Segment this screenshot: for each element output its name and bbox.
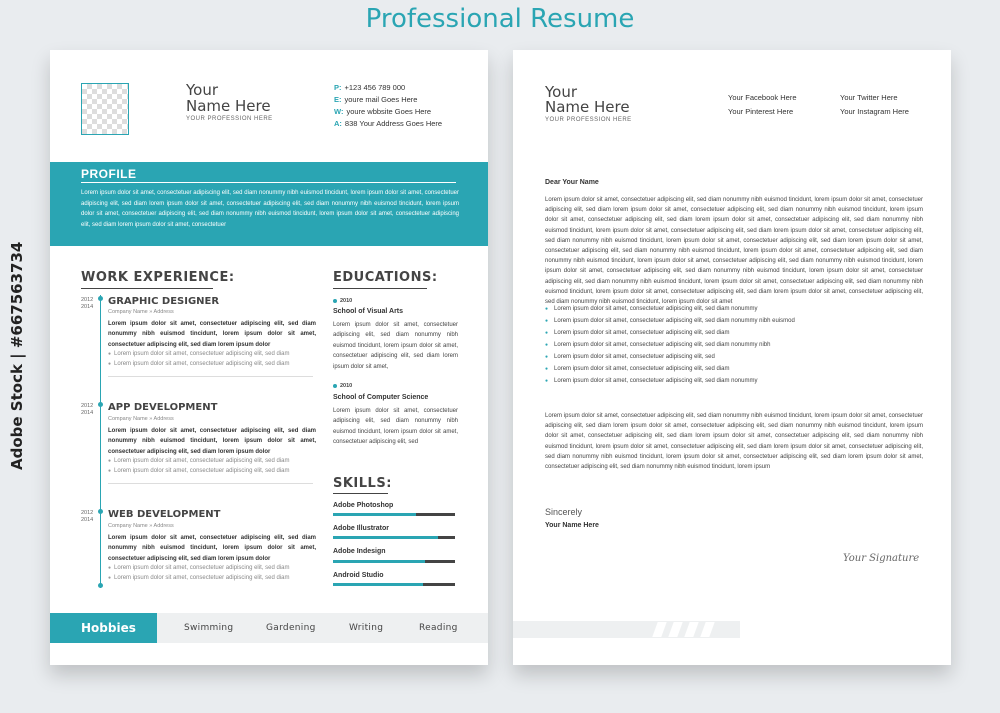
letter-name-line2: Name Here — [545, 98, 630, 116]
education-school: School of Visual Arts — [333, 308, 404, 315]
job-separator — [108, 483, 313, 484]
hobby-item: Reading — [419, 623, 458, 633]
skill-level — [333, 560, 425, 563]
cover-letter-page — [513, 50, 951, 665]
letter-paragraph: Lorem ipsum dolor sit amet, consectetuer adipiscing elit, sed diam nonummy nibh euismod tincidunt, lorem ipsum dolor sit amet, consectetuer adipiscing elit, sed diam lorem ipsum dolor sit amet, consectetuer adipiscing elit, sed diam nonummy nibh euismod tincidunt, lorem ipsum dolor sit amet, consectetuer adipiscing elit, sed diam lorem ipsum dolor sit amet, consectetuer adipiscing elit, sed diam nonummy nibh euismod tincidunt, lorem ipsum dolor sit amet, consectetuer adipiscing elit, sed diam lorem ipsum dolor sit amet, consectetuer adipiscing elit, sed diam nonummy nibh euismod tincidunt, lorem ipsum dolor sit amet, consectetuer adipiscing elit, sed diam lorem ipsum dolor sit amet, consectetuer adipiscing elit, sed diam nonummy nibh euismod tincidunt, lorem ipsum — [545, 413, 923, 471]
profile-text: Lorem ipsum dolor sit amet, consectetuer adipiscing elit, sed diam nonummy nibh euismod tincidunt, lorem ipsum dolor sit amet, consectetuer adipiscing elit, sed diam lorem ipsum dolor sit amet, consectetuer adipiscing elit, sed diam nonummy nibh euismod tincidunt, lorem ipsum dolor sit amet, consectetuer adipiscing elit, sed diam nonummy nibh euismod tincidunt, lorem ipsum dolor sit amet, consectetuer adipiscing elit, sed diam lorem ipsum dolor sit amet, consectetuer — [81, 190, 459, 228]
letter-bullet: ● Lorem ipsum dolor sit amet, consectetuer adipiscing elit, sed diam nonummy nibh — [545, 342, 770, 348]
timeline-dot — [98, 402, 103, 407]
job-title: GRAPHIC DESIGNER — [108, 296, 220, 307]
skill-level — [333, 513, 416, 516]
social-facebook: Your Facebook Here — [728, 93, 797, 102]
profile-section — [50, 162, 488, 246]
job-bullet: ● Lorem ipsum dolor sit amet, consectetuer adipiscing elit, sed diam — [108, 458, 289, 464]
hobby-item: Writing — [349, 623, 384, 633]
job-description: Lorem ipsum dolor sit amet, consectetuer adipiscing elit, sed diam nonummy nibh euismod tincidunt, lorem ipsum dolor sit amet, consectetuer adipiscing elit, sed diam lorem ipsum dolor — [108, 535, 316, 562]
timeline-dot — [98, 509, 103, 514]
letter-paragraph: Lorem ipsum dolor sit amet, consectetuer adipiscing elit, sed diam nonummy nibh euismod tincidunt, lorem ipsum dolor sit amet, consectetuer adipiscing elit, sed diam lorem ipsum dolor sit amet, consectetuer adipiscing elit, sed diam nonummy nibh euismod tincidunt, lorem ipsum dolor sit amet, consectetuer adipiscing elit, sed diam lorem ipsum dolor sit amet, consectetuer adipiscing elit, sed diam nonummy nibh euismod tincidunt, lorem ipsum dolor sit amet, consectetuer adipiscing elit, sed diam lorem ipsum dolor sit amet, consectetuer adipiscing elit, sed diam nonummy nibh euismod tincidunt, lorem ipsum dolor sit amet, consectetuer adipiscing elit, sed diam lorem ipsum dolor sit amet, consectetuer adipiscing elit, sed diam nonummy nibh euismod tincidunt, lorem ipsum dolor sit amet, consectetuer adipiscing elit, sed diam nonummy nibh euismod tincidunt, lorem ipsum dolor sit amet, consectetuer adipiscing elit, sed diam nonummy nibh euismod tincidunt, lorem ipsum dolor sit amet, consectetuer adipiscing elit, sed diam nonummy nibh euismod tincidunt, lorem ipsum dolor sit amet, consectetuer adipiscing elit, sed diam nonummy nibh euismod tincidunt, lorem ipsum dolor sit amet, consectetuer adipiscing elit, sed diam nonummy nibh euismod tincidunt, lorem ipsum dolor sit amet, consectetuer adipiscing elit, sed diam lorem ipsum dolor sit amet, consectetuer adipiscing elit, sed diam nonummy nibh euismod tincidunt, lorem ipsum dolor sit amet — [545, 197, 923, 306]
job-description: Lorem ipsum dolor sit amet, consectetuer adipiscing elit, sed diam nonummy nibh euismod tincidunt, lorem ipsum dolor sit amet, consectetuer adipiscing elit, sed diam lorem ipsum dolor — [108, 321, 316, 348]
timeline-dot — [98, 583, 103, 588]
letter-bullet: ● Lorem ipsum dolor sit amet, consectetuer adipiscing elit, sed diam nonummy nibh euismod — [545, 318, 795, 324]
hobby-item: Gardening — [266, 623, 316, 633]
skill-bar — [333, 583, 455, 586]
work-experience-divider — [81, 288, 213, 289]
letter-bullet: ● Lorem ipsum dolor sit amet, consectetuer adipiscing elit, sed diam nonummy — [545, 378, 757, 384]
resume-profession: YOUR PROFESSION HERE — [186, 116, 273, 122]
letter-greeting: Dear Your Name — [545, 179, 599, 186]
photo-placeholder — [81, 83, 129, 135]
education-dot — [333, 384, 337, 388]
education-description: Lorem ipsum dolor sit amet, consectetuer adipiscing elit, sed diam nonummy nibh euismod tincidunt, lorem ipsum dolor sit amet, consectetuer adipiscing elit, sed diam lorem ipsum dolor sit amet, — [333, 322, 458, 370]
skill-bar — [333, 536, 455, 539]
timeline-dot — [98, 296, 103, 301]
letter-closing: Sincerely — [545, 507, 583, 517]
education-description: Lorem ipsum dolor sit amet, consectetuer adipiscing elit, sed diam nonummy nibh euismod tincidunt, lorem ipsum dolor sit amet, consectetuer adipiscing elit, sed — [333, 408, 458, 446]
social-instagram: Your Instagram Here — [840, 107, 909, 116]
letter-name-line1: Your — [545, 83, 578, 101]
skills-title: SKILLS: — [333, 476, 392, 491]
job-bullet: ● Lorem ipsum dolor sit amet, consectetuer adipiscing elit, sed diam — [108, 361, 289, 367]
contact-email: E: youre mail Goes Here — [334, 95, 418, 104]
profile-title: PROFILE — [81, 167, 137, 181]
signature: Your Signature — [843, 553, 920, 564]
contact-website: W: youre wbbsite Goes Here — [334, 107, 432, 116]
skill-level — [333, 536, 438, 539]
resume-name-line1: Your — [186, 81, 219, 99]
resume-page — [50, 50, 488, 665]
job-title: WEB DEVELOPMENT — [108, 509, 221, 520]
contact-address: A: 838 Your Address Goes Here — [334, 119, 443, 128]
hobby-item: Swimming — [184, 623, 234, 633]
job-years: 2012 2014 — [81, 403, 94, 416]
letter-profession: YOUR PROFESSION HERE — [545, 117, 632, 123]
hobbies-bar — [50, 613, 488, 643]
skill-name: Adobe Photoshop — [333, 502, 394, 509]
education-dot — [333, 299, 337, 303]
social-pinterest: Your Pinterest Here — [728, 107, 794, 116]
skills-divider — [333, 493, 388, 494]
job-bullet: ● Lorem ipsum dolor sit amet, consectetuer adipiscing elit, sed diam — [108, 468, 289, 474]
job-years: 2012 2014 — [81, 510, 94, 523]
letter-bullet: ● Lorem ipsum dolor sit amet, consectetuer adipiscing elit, sed — [545, 354, 715, 360]
education-year: 2010 — [340, 298, 353, 304]
resume-name-line2: Name Here — [186, 97, 271, 115]
education-school: School of Computer Science — [333, 394, 429, 401]
skill-level — [333, 583, 423, 586]
hobbies-title: Hobbies — [50, 613, 157, 643]
social-twitter: Your Twitter Here — [840, 93, 898, 102]
job-company: Company Name » Address — [108, 523, 174, 529]
timeline-line — [100, 295, 101, 588]
job-bullet: ● Lorem ipsum dolor sit amet, consectetuer adipiscing elit, sed diam — [108, 575, 289, 581]
contact-phone: P: +123 456 789 000 — [334, 83, 406, 92]
letter-bullet: ● Lorem ipsum dolor sit amet, consectetuer adipiscing elit, sed diam — [545, 366, 729, 372]
job-title: APP DEVELOPMENT — [108, 402, 218, 413]
profile-divider — [81, 182, 456, 183]
job-company: Company Name » Address — [108, 309, 174, 315]
job-separator — [108, 376, 313, 377]
skill-bar — [333, 513, 455, 516]
education-year: 2010 — [340, 383, 353, 389]
skill-name: Android Studio — [333, 572, 384, 579]
job-bullet: ● Lorem ipsum dolor sit amet, consectetuer adipiscing elit, sed diam — [108, 351, 289, 357]
main-title: Professional Resume — [365, 4, 635, 34]
letter-bullet: ● Lorem ipsum dolor sit amet, consectetuer adipiscing elit, sed diam — [545, 330, 729, 336]
letter-bullet: ● Lorem ipsum dolor sit amet, consectetuer adipiscing elit, sed diam nonummy — [545, 306, 757, 312]
skill-name: Adobe Indesign — [333, 548, 386, 555]
education-divider — [333, 288, 427, 289]
job-years: 2012 2014 — [81, 297, 94, 310]
job-description: Lorem ipsum dolor sit amet, consectetuer adipiscing elit, sed diam nonummy nibh euismod tincidunt, lorem ipsum dolor sit amet, consectetuer adipiscing elit, sed diam lorem ipsum dolor — [108, 428, 316, 455]
letter-closing-name: Your Name Here — [545, 522, 599, 529]
skill-bar — [333, 560, 455, 563]
work-experience-title: WORK EXPERIENCE: — [81, 270, 235, 285]
education-title: EDUCATIONS: — [333, 270, 438, 285]
job-company: Company Name » Address — [108, 416, 174, 422]
skill-name: Adobe Illustrator — [333, 525, 390, 532]
stock-watermark: Adobe Stock | #667563734 — [8, 241, 26, 470]
job-bullet: ● Lorem ipsum dolor sit amet, consectetuer adipiscing elit, sed diam — [108, 565, 289, 571]
